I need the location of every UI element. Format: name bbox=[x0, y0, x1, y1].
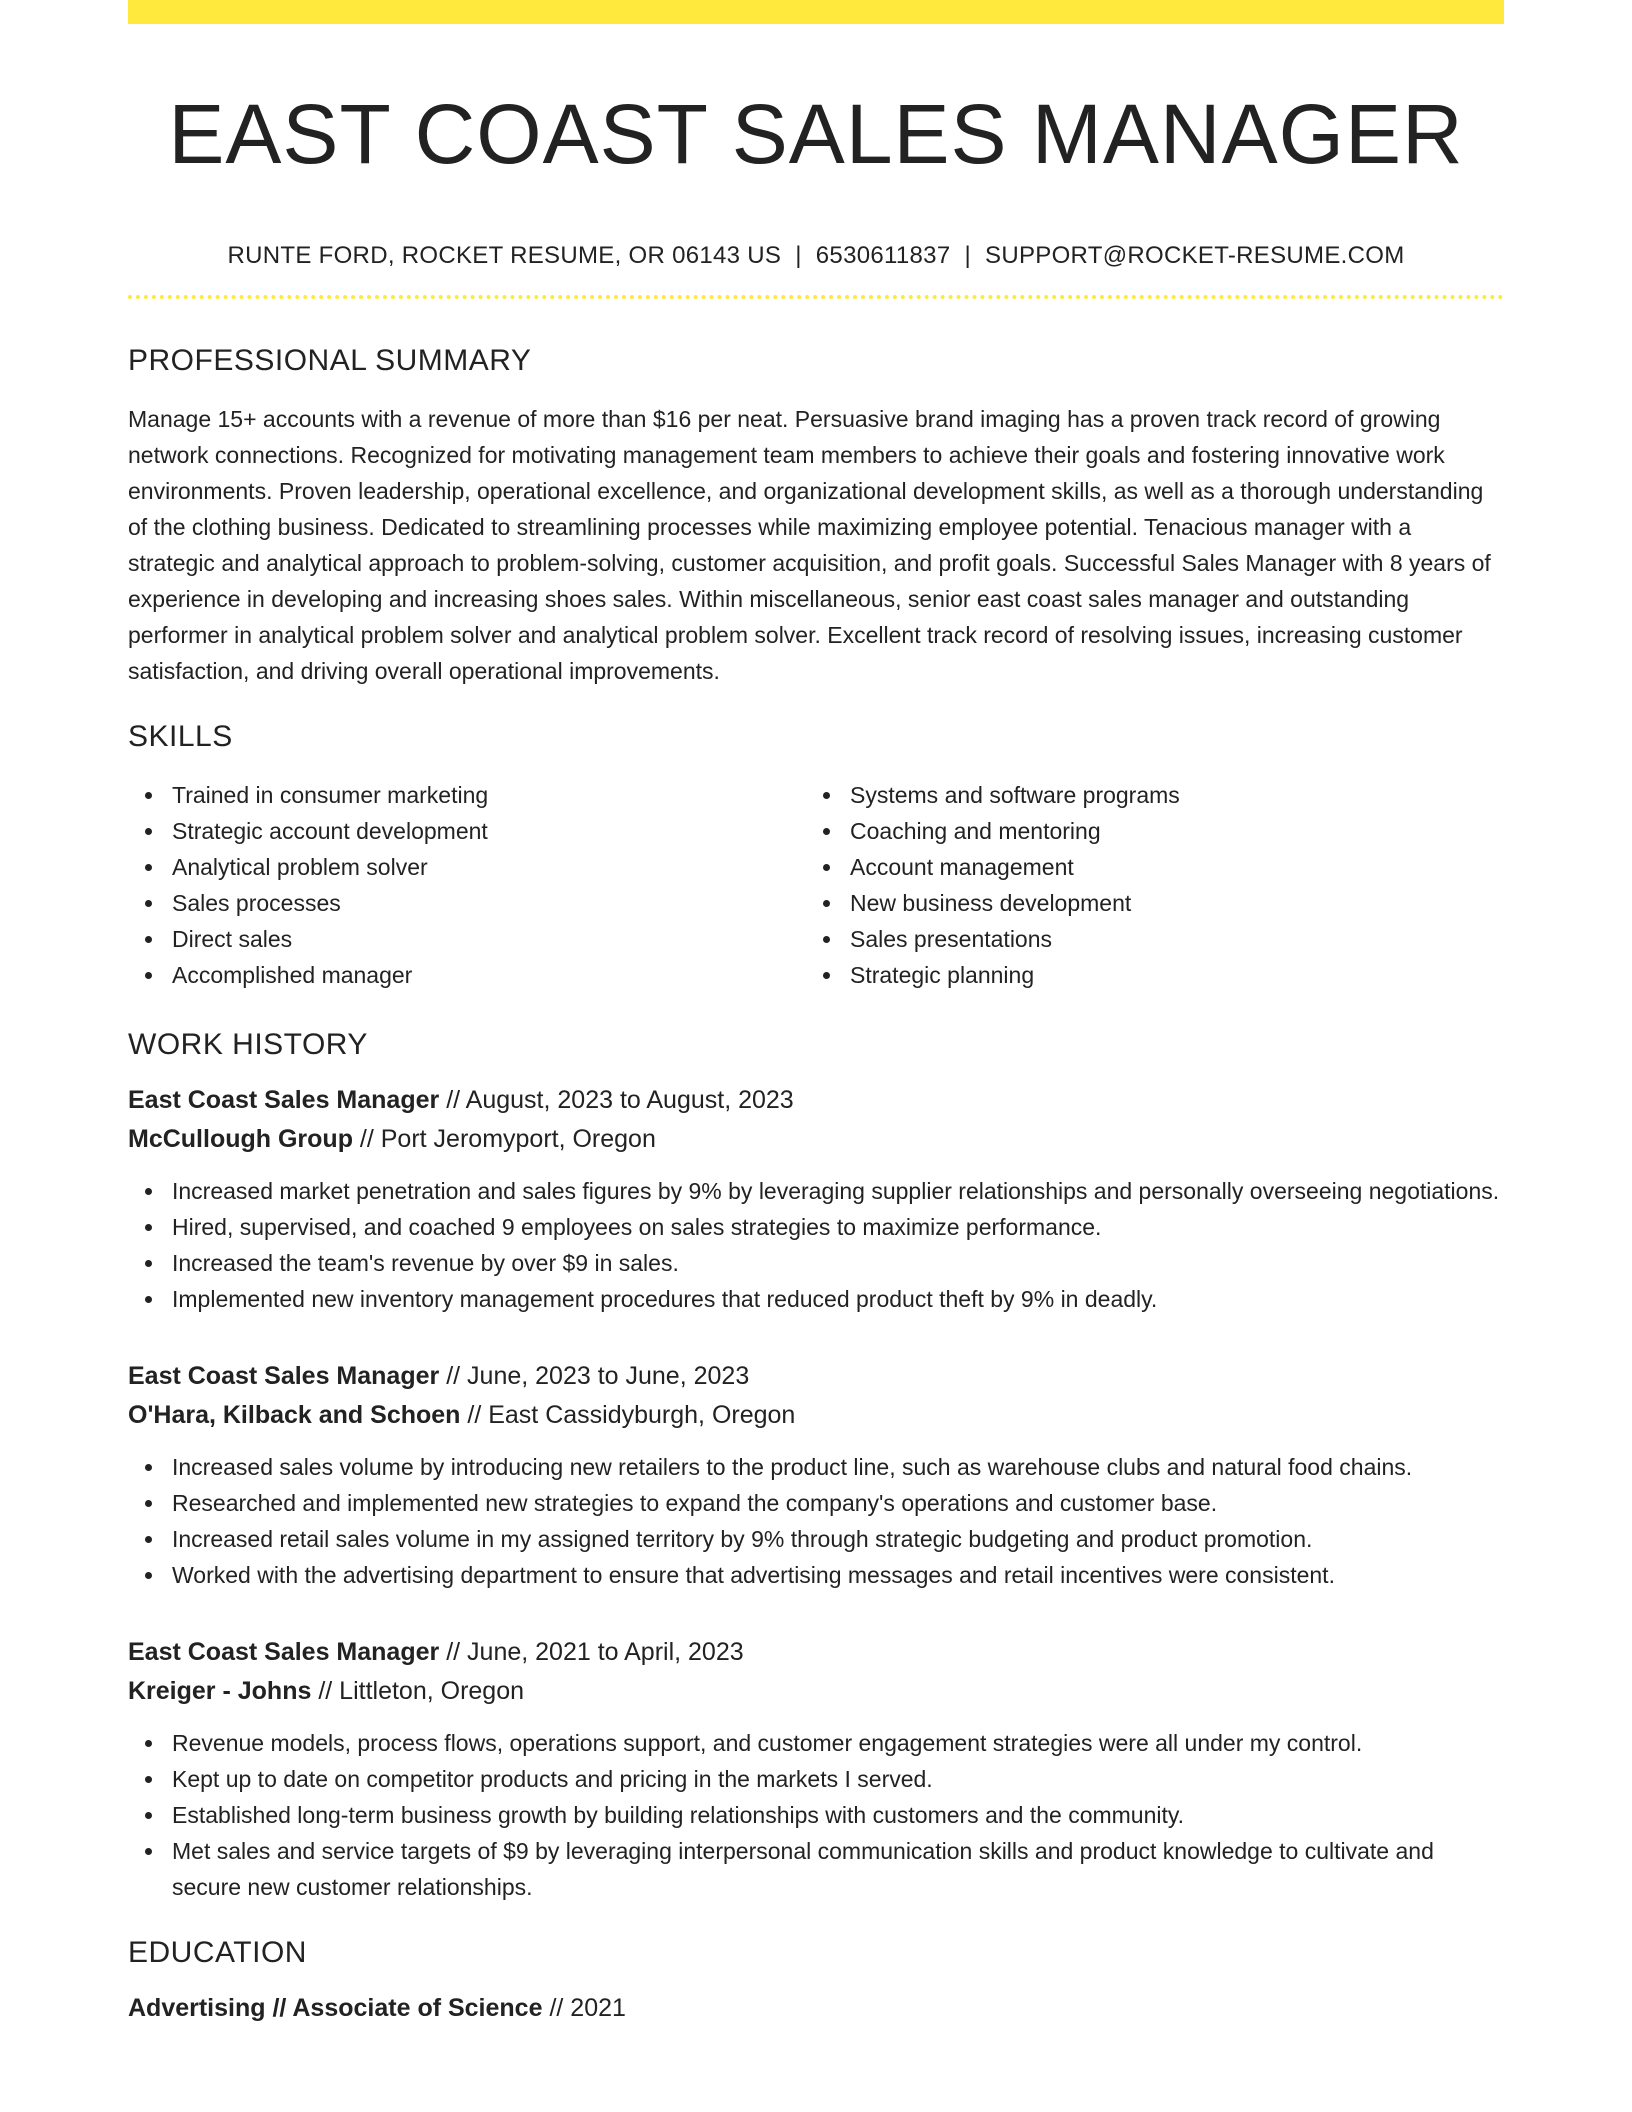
job-bullet: Increased sales volume by introducing new retailers to the product line, such as warehouse clubs and natural food chains. bbox=[128, 1449, 1504, 1485]
job-company-line bbox=[128, 1120, 1504, 1159]
skills-heading: SKILLS bbox=[128, 720, 233, 754]
contact-address: RUNTE FORD, ROCKET RESUME, OR 06143 US bbox=[227, 242, 782, 270]
job-bullet: Revenue models, process flows, operations support, and customer engagement strategies were all under my control. bbox=[128, 1725, 1504, 1761]
job-title-line bbox=[128, 1081, 1504, 1120]
work-history-heading: WORK HISTORY bbox=[128, 1028, 368, 1062]
skill-item: Systems and software programs bbox=[806, 777, 1484, 813]
accent-top-bar bbox=[128, 0, 1504, 24]
skill-item: Coaching and mentoring bbox=[806, 813, 1484, 849]
job-bullets bbox=[128, 1449, 1504, 1593]
job-entry bbox=[128, 1633, 1504, 1905]
skill-item: New business development bbox=[806, 885, 1484, 921]
skill-item: Sales presentations bbox=[806, 921, 1484, 957]
job-location: // East Cassidyburgh, Oregon bbox=[467, 1401, 796, 1430]
job-bullet: Established long-term business growth by building relationships with customers and the community. bbox=[128, 1797, 1504, 1833]
job-dates: // June, 2023 to June, 2023 bbox=[446, 1362, 750, 1391]
summary-heading: PROFESSIONAL SUMMARY bbox=[128, 344, 532, 378]
header-divider bbox=[128, 295, 1504, 299]
job-entry bbox=[128, 1081, 1504, 1317]
skill-item: Sales processes bbox=[128, 885, 806, 921]
job-entry bbox=[128, 1357, 1504, 1593]
job-bullet: Increased retail sales volume in my assigned territory by 9% through strategic budgeting and product promotion. bbox=[128, 1521, 1504, 1557]
education-year: // 2021 bbox=[549, 1994, 626, 2023]
job-bullet: Hired, supervised, and coached 9 employees on sales strategies to maximize performance. bbox=[128, 1209, 1504, 1245]
contact-phone: 6530611837 bbox=[815, 242, 951, 270]
job-title: East Coast Sales Manager bbox=[128, 1086, 440, 1115]
job-company: Kreiger - Johns bbox=[128, 1677, 312, 1706]
job-bullet: Kept up to date on competitor products and pricing in the markets I served. bbox=[128, 1761, 1504, 1797]
skill-item: Accomplished manager bbox=[128, 957, 806, 993]
contact-email: SUPPORT@ROCKET-RESUME.COM bbox=[985, 242, 1405, 270]
skills-right-column bbox=[806, 777, 1484, 993]
job-bullets bbox=[128, 1725, 1504, 1905]
job-company-line bbox=[128, 1396, 1504, 1435]
skill-item: Strategic account development bbox=[128, 813, 806, 849]
education-heading: EDUCATION bbox=[128, 1936, 307, 1970]
job-bullets bbox=[128, 1173, 1504, 1317]
contact-separator: | bbox=[964, 242, 972, 270]
contact-separator: | bbox=[795, 242, 802, 270]
job-title-line bbox=[128, 1633, 1504, 1672]
job-location: // Port Jeromyport, Oregon bbox=[359, 1125, 656, 1154]
skill-item: Trained in consumer marketing bbox=[128, 777, 806, 813]
job-bullet: Increased the team's revenue by over $9 in sales. bbox=[128, 1245, 1504, 1281]
skills-left-column bbox=[128, 777, 806, 993]
job-bullet: Worked with the advertising department to ensure that advertising messages and retail incentives were consistent. bbox=[128, 1557, 1504, 1593]
summary-text: Manage 15+ accounts with a revenue of more than $16 per neat. Persuasive brand imaging has a proven track record of growing network connections. Recognized for motivating management team members to achieve their goals and fostering innovative work environments. Proven leadership, operational excellence, and organizational development skills, as well as a thorough understanding of the clothing business. Dedicated to streamlining processes while maximizing employee potential. Tenacious manager with a strategic and analytical approach to problem-solving, customer acquisition, and profit goals. Successful Sales Manager with 8 years of experience in developing and increasing shoes sales. Within miscellaneous, senior east coast sales manager and outstanding performer in analytical problem solver and analytical problem solver. Excellent track record of resolving issues, increasing customer satisfaction, and driving overall operational improvements. bbox=[128, 406, 1491, 685]
job-bullet: Met sales and service targets of $9 by leveraging interpersonal communication skills and product knowledge to cultivate and secure new customer relationships. bbox=[128, 1833, 1504, 1905]
skill-item: Account management bbox=[806, 849, 1484, 885]
skill-item: Strategic planning bbox=[806, 957, 1484, 993]
education-degree: Advertising // Associate of Science bbox=[128, 1994, 543, 2023]
skill-item: Direct sales bbox=[128, 921, 806, 957]
education-entry bbox=[128, 1989, 1504, 2028]
job-title: East Coast Sales Manager bbox=[128, 1638, 440, 1667]
job-title-line bbox=[128, 1357, 1504, 1396]
job-bullet: Increased market penetration and sales figures by 9% by leveraging supplier relationships and personally overseeing negotiations. bbox=[128, 1173, 1504, 1209]
resume-page bbox=[128, 0, 1504, 2028]
job-company: O'Hara, Kilback and Schoen bbox=[128, 1401, 461, 1430]
skill-item: Analytical problem solver bbox=[128, 849, 806, 885]
job-dates: // June, 2021 to April, 2023 bbox=[446, 1638, 744, 1667]
job-location: // Littleton, Oregon bbox=[318, 1677, 525, 1706]
job-company-line bbox=[128, 1672, 1504, 1711]
job-bullet: Researched and implemented new strategies to expand the company's operations and customer base. bbox=[128, 1485, 1504, 1521]
job-company: McCullough Group bbox=[128, 1125, 353, 1154]
skills-grid bbox=[128, 777, 1504, 993]
job-bullet: Implemented new inventory management procedures that reduced product theft by 9% in deadly. bbox=[128, 1281, 1504, 1317]
contact-line bbox=[128, 240, 1504, 272]
job-dates: // August, 2023 to August, 2023 bbox=[446, 1086, 794, 1115]
resume-title: EAST COAST SALES MANAGER bbox=[168, 87, 1464, 181]
job-title: East Coast Sales Manager bbox=[128, 1362, 440, 1391]
